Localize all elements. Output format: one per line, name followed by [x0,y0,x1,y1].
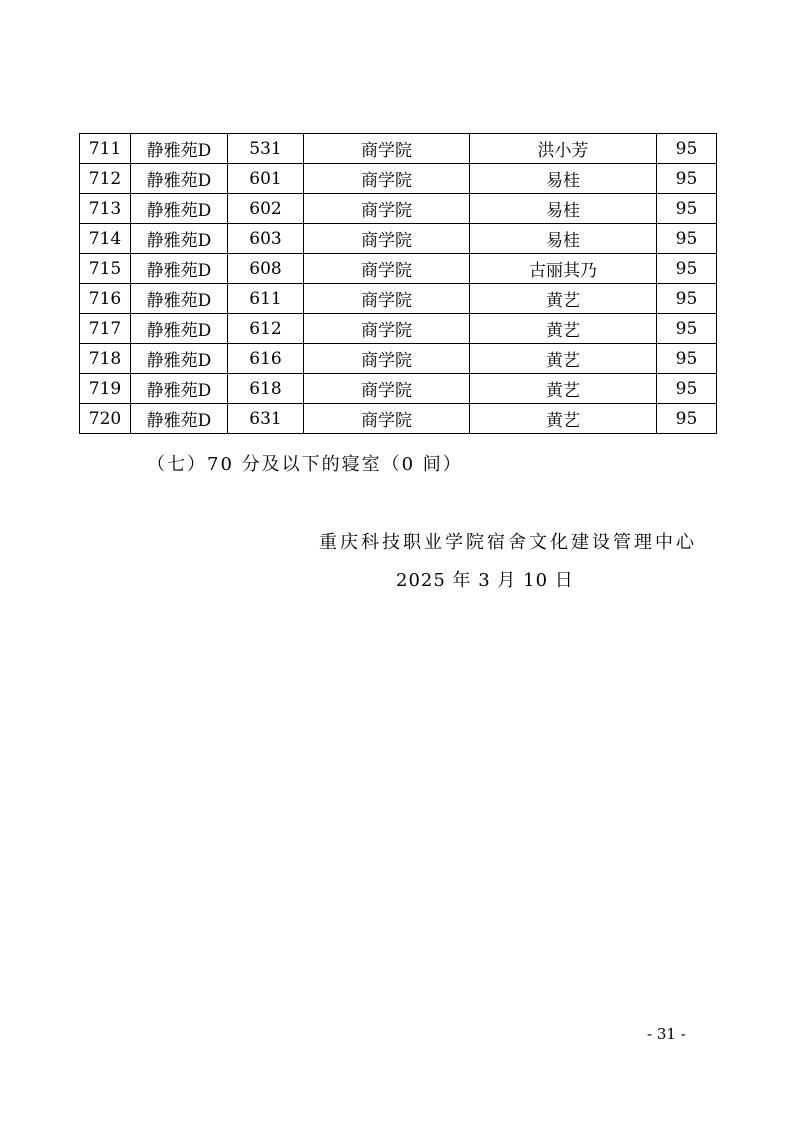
cell-building: 静雅苑D [131,374,228,404]
cell-teacher: 黄艺 [470,284,657,314]
cell-teacher: 易桂 [470,224,657,254]
cell-room: 601 [228,164,304,194]
cell-room: 531 [228,134,304,164]
cell-score: 95 [657,314,717,344]
signature-organization: 重庆科技职业学院宿舍文化建设管理中心 [319,532,697,553]
cell-room: 618 [228,374,304,404]
table-row [80,194,717,224]
cell-teacher: 易桂 [470,194,657,224]
cell-college: 商学院 [304,404,470,434]
cell-building: 静雅苑D [131,254,228,284]
cell-building: 静雅苑D [131,314,228,344]
table-row [80,404,717,434]
cell-score: 95 [657,344,717,374]
cell-college: 商学院 [304,134,470,164]
cell-building: 静雅苑D [131,344,228,374]
table-row [80,224,717,254]
table-row [80,344,717,374]
cell-score: 95 [657,254,717,284]
cell-score: 95 [657,194,717,224]
table-row [80,314,717,344]
cell-room: 611 [228,284,304,314]
cell-teacher: 洪小芳 [470,134,657,164]
cell-college: 商学院 [304,314,470,344]
cell-college: 商学院 [304,254,470,284]
table-row [80,254,717,284]
cell-teacher: 易桂 [470,164,657,194]
cell-room: 603 [228,224,304,254]
cell-no: 715 [80,254,131,284]
cell-room: 616 [228,344,304,374]
cell-college: 商学院 [304,344,470,374]
cell-score: 95 [657,134,717,164]
section-heading: （七）70 分及以下的寝室（0 间） [147,454,463,475]
cell-room: 602 [228,194,304,224]
cell-teacher: 古丽其乃 [470,254,657,284]
cell-no: 719 [80,374,131,404]
cell-score: 95 [657,404,717,434]
cell-room: 631 [228,404,304,434]
cell-no: 712 [80,164,131,194]
dorm-score-table [79,133,717,434]
cell-no: 717 [80,314,131,344]
cell-no: 711 [80,134,131,164]
cell-score: 95 [657,374,717,404]
cell-college: 商学院 [304,374,470,404]
cell-teacher: 黄艺 [470,314,657,344]
cell-college: 商学院 [304,284,470,314]
cell-teacher: 黄艺 [470,374,657,404]
cell-score: 95 [657,224,717,254]
cell-college: 商学院 [304,224,470,254]
cell-room: 612 [228,314,304,344]
cell-no: 714 [80,224,131,254]
cell-building: 静雅苑D [131,134,228,164]
cell-building: 静雅苑D [131,404,228,434]
cell-room: 608 [228,254,304,284]
page-number: - 31 - [647,1025,686,1043]
cell-no: 718 [80,344,131,374]
cell-teacher: 黄艺 [470,404,657,434]
cell-building: 静雅苑D [131,284,228,314]
cell-no: 716 [80,284,131,314]
cell-teacher: 黄艺 [470,344,657,374]
cell-college: 商学院 [304,164,470,194]
cell-building: 静雅苑D [131,224,228,254]
cell-building: 静雅苑D [131,164,228,194]
cell-score: 95 [657,164,717,194]
cell-building: 静雅苑D [131,194,228,224]
signature-date: 2025 年 3 月 10 日 [396,570,574,591]
table-row [80,134,717,164]
cell-score: 95 [657,284,717,314]
table-row [80,284,717,314]
table-row [80,374,717,404]
cell-no: 713 [80,194,131,224]
cell-college: 商学院 [304,194,470,224]
table-row [80,164,717,194]
cell-no: 720 [80,404,131,434]
